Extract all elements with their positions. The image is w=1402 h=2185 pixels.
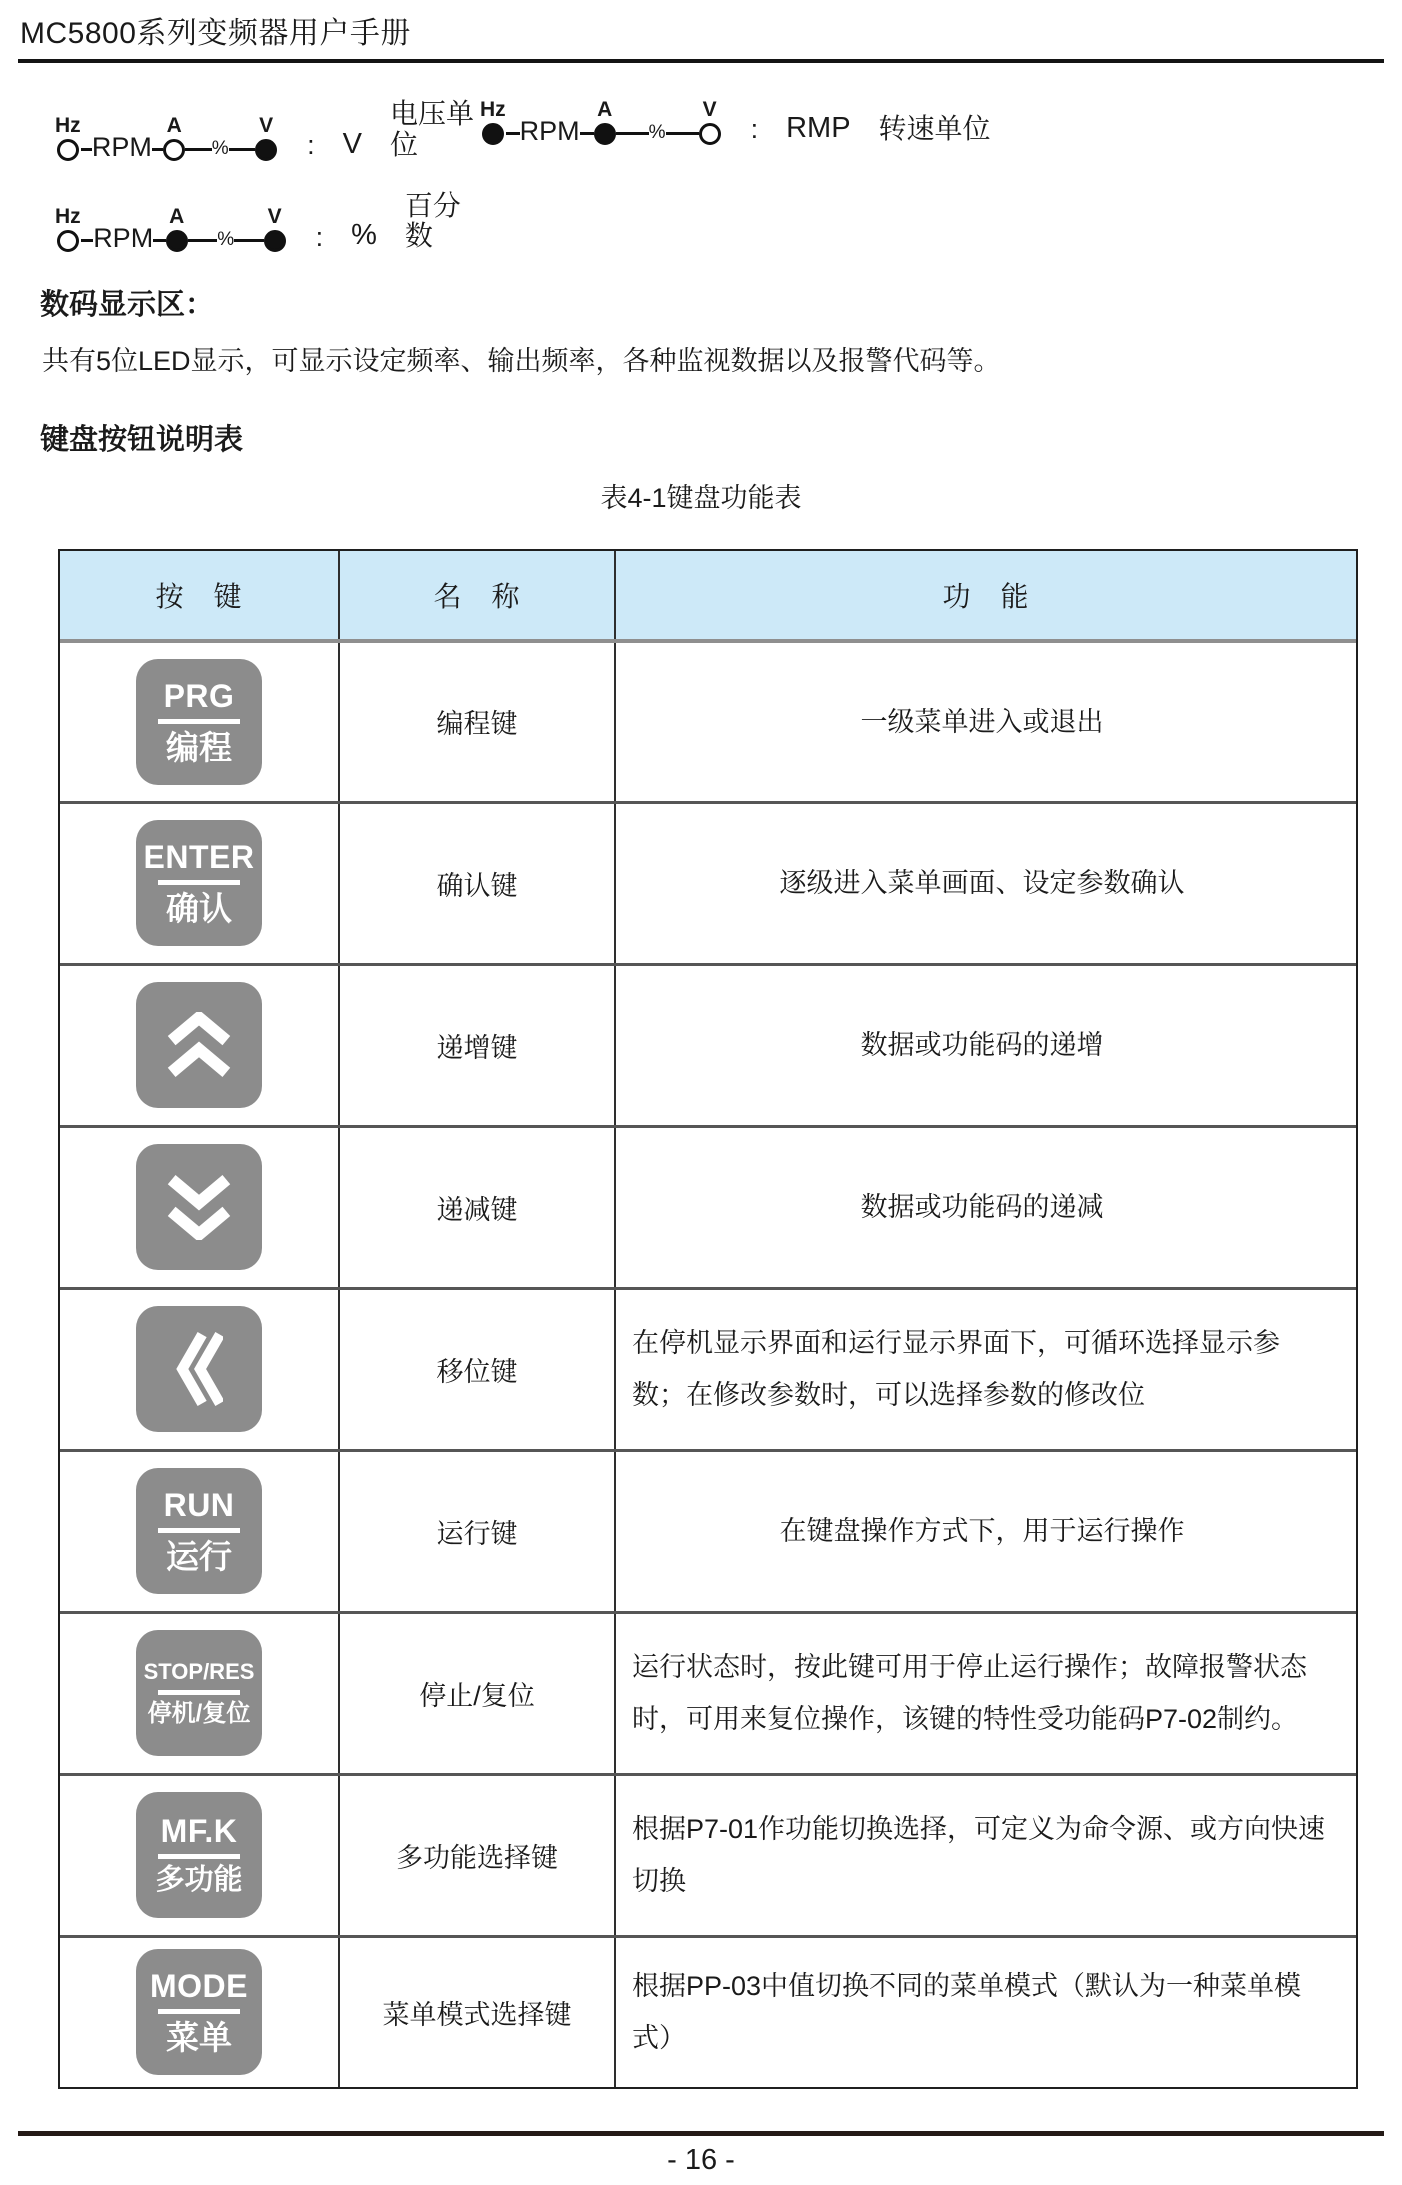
key-bottom-label: 编程 bbox=[166, 728, 232, 766]
key-name: 运行键 bbox=[338, 1452, 614, 1611]
led-node-label: A bbox=[169, 205, 185, 229]
keypad-key bbox=[136, 1792, 262, 1918]
led-indicator-icon bbox=[166, 230, 188, 252]
led-connector-line bbox=[506, 132, 520, 135]
led-node-label: V bbox=[267, 205, 282, 229]
key-name: 递增键 bbox=[338, 966, 614, 1125]
key-function: 运行状态时，按此键可用于停止运行操作；故障报警状态时，可用来复位操作，该键的特性受功能码P7-02制约。 bbox=[614, 1614, 1356, 1773]
table-header-row bbox=[60, 551, 1356, 639]
led-node-hz bbox=[55, 206, 81, 252]
key-divider bbox=[158, 719, 240, 724]
key-cell bbox=[60, 1614, 338, 1773]
table-row bbox=[60, 1125, 1356, 1287]
led-connector-label-rpm: RPM bbox=[91, 131, 152, 162]
key-divider bbox=[158, 2009, 240, 2014]
table-row bbox=[60, 1935, 1356, 2087]
key-cell bbox=[60, 643, 338, 801]
led-node-hz bbox=[55, 115, 81, 161]
keypad-table-heading: 键盘按钮说明表 bbox=[40, 423, 244, 456]
led-node-label: V bbox=[259, 113, 274, 137]
led-connector-line bbox=[153, 239, 166, 242]
led-node-a bbox=[594, 99, 616, 145]
key-top-label: STOP/RES bbox=[143, 1658, 255, 1684]
led-legend-slot-rpm bbox=[480, 99, 991, 161]
led-legend bbox=[55, 99, 1402, 252]
key-divider bbox=[158, 880, 240, 885]
led-indicator-icon bbox=[57, 139, 79, 161]
led-connector-label-rpm: RPM bbox=[93, 223, 154, 254]
led-connector-line bbox=[666, 132, 699, 135]
legend-colon: : bbox=[315, 221, 324, 252]
column-header-name: 名 称 bbox=[338, 551, 614, 639]
legend-colon: : bbox=[750, 114, 759, 145]
key-cell bbox=[60, 1776, 338, 1935]
led-node-label: A bbox=[597, 98, 613, 121]
led-node-label: V bbox=[702, 98, 717, 121]
legend-unit-symbol: % bbox=[351, 219, 377, 252]
keypad-table bbox=[58, 549, 1358, 2089]
digital-display-heading: 数码显示区： bbox=[40, 289, 215, 322]
key-function: 数据或功能码的递减 bbox=[614, 1128, 1356, 1287]
keypad-key bbox=[136, 982, 262, 1108]
key-function: 一级菜单进入或退出 bbox=[614, 643, 1356, 801]
key-function: 根据PP-03中值切换不同的菜单模式（默认为一种菜单模式） bbox=[614, 1938, 1356, 2087]
double-chevron-left-icon bbox=[175, 1329, 223, 1409]
key-top-label: ENTER bbox=[143, 839, 255, 876]
page-number: - 16 - bbox=[667, 2144, 735, 2176]
table-row bbox=[60, 1287, 1356, 1449]
keypad-key bbox=[136, 1144, 262, 1270]
key-top-label: PRG bbox=[163, 677, 235, 714]
led-node-v bbox=[699, 99, 721, 145]
table-row bbox=[60, 1449, 1356, 1611]
led-connector-line bbox=[188, 239, 218, 242]
led-legend-slot-voltage bbox=[55, 99, 480, 161]
keypad-key bbox=[136, 1949, 262, 2075]
key-name: 菜单模式选择键 bbox=[338, 1938, 614, 2087]
led-connector-line bbox=[185, 148, 212, 151]
key-name: 编程键 bbox=[338, 643, 614, 801]
key-divider bbox=[158, 1528, 240, 1533]
key-name: 多功能选择键 bbox=[338, 1776, 614, 1935]
led-legend-item bbox=[55, 99, 480, 161]
led-indicator-icon bbox=[255, 139, 277, 161]
led-node-a bbox=[163, 115, 185, 161]
key-divider bbox=[158, 1854, 240, 1859]
led-connector-line bbox=[616, 132, 649, 135]
key-top-label: RUN bbox=[163, 1487, 235, 1524]
led-indicator-icon bbox=[57, 230, 79, 252]
key-bottom-label: 停机/复位 bbox=[147, 1699, 251, 1727]
led-node-v bbox=[264, 206, 286, 252]
key-cell bbox=[60, 1938, 338, 2087]
table-row bbox=[60, 1773, 1356, 1935]
led-connector-label-percent: % bbox=[648, 122, 666, 143]
led-node-v bbox=[255, 115, 277, 161]
key-function: 数据或功能码的递增 bbox=[614, 966, 1356, 1125]
legend-unit-symbol: V bbox=[342, 127, 362, 160]
key-divider bbox=[158, 1690, 240, 1695]
double-chevron-down-icon bbox=[164, 1174, 234, 1240]
table-row bbox=[60, 963, 1356, 1125]
key-bottom-label: 多功能 bbox=[155, 1864, 243, 1897]
table-row bbox=[60, 639, 1356, 801]
legend-unit-symbol: RMP bbox=[786, 112, 851, 145]
led-legend-slot-percent bbox=[55, 191, 480, 253]
led-indicator-icon bbox=[482, 123, 504, 145]
legend-unit-label: 转速单位 bbox=[878, 113, 991, 145]
led-node-label: Hz bbox=[55, 205, 81, 229]
key-name: 确认键 bbox=[338, 804, 614, 963]
keypad-key bbox=[136, 1468, 262, 1594]
led-connector-label-rpm: RPM bbox=[519, 116, 580, 146]
led-indicator-icon bbox=[264, 230, 286, 252]
legend-unit-label: 电压单位 bbox=[389, 98, 474, 160]
led-node-label: Hz bbox=[480, 98, 506, 121]
led-node-label: Hz bbox=[55, 113, 81, 137]
table-caption: 表4-1键盘功能表 bbox=[600, 482, 802, 513]
key-cell bbox=[60, 1128, 338, 1287]
led-node-hz bbox=[480, 99, 506, 145]
led-connector-line bbox=[234, 239, 264, 242]
table-row bbox=[60, 801, 1356, 963]
double-chevron-up-icon bbox=[164, 1012, 234, 1078]
footer-divider bbox=[18, 2131, 1384, 2136]
page-title: MC5800系列变频器用户手册 bbox=[20, 17, 411, 50]
key-cell bbox=[60, 966, 338, 1125]
led-connector-line bbox=[229, 148, 256, 151]
key-top-label: MF.K bbox=[160, 1813, 238, 1850]
key-cell bbox=[60, 804, 338, 963]
led-connector-label-percent: % bbox=[211, 137, 229, 159]
page-header bbox=[18, 6, 1384, 63]
led-connector-line bbox=[152, 148, 163, 151]
key-bottom-label: 菜单 bbox=[166, 2019, 232, 2057]
keypad-key bbox=[136, 1630, 262, 1756]
key-name: 移位键 bbox=[338, 1290, 614, 1449]
key-bottom-label: 运行 bbox=[166, 1538, 232, 1576]
key-function: 逐级进入菜单画面、设定参数确认 bbox=[614, 804, 1356, 963]
column-header-key: 按 键 bbox=[155, 580, 243, 612]
legend-unit-label: 百分数 bbox=[404, 189, 461, 252]
led-connector-label-percent: % bbox=[217, 229, 235, 251]
led-legend-item bbox=[55, 191, 480, 253]
key-name: 递减键 bbox=[338, 1128, 614, 1287]
led-connector-line bbox=[81, 239, 94, 242]
table-row bbox=[60, 1611, 1356, 1773]
key-top-label: MODE bbox=[150, 1968, 248, 2005]
keypad-key bbox=[136, 820, 262, 946]
digital-display-body: 共有5位LED显示，可显示设定频率、输出频率，各种监视数据以及报警代码等。 bbox=[42, 346, 1001, 377]
led-connector-line bbox=[81, 148, 92, 151]
led-indicator-icon bbox=[163, 139, 185, 161]
key-cell bbox=[60, 1290, 338, 1449]
led-node-label: A bbox=[166, 113, 182, 137]
led-legend-item bbox=[480, 99, 991, 145]
key-function: 在键盘操作方式下，用于运行操作 bbox=[614, 1452, 1356, 1611]
led-indicator-icon bbox=[594, 123, 616, 145]
key-cell bbox=[60, 1452, 338, 1611]
keypad-key bbox=[136, 1306, 262, 1432]
column-header-function: 功 能 bbox=[614, 551, 1356, 639]
key-name: 停止/复位 bbox=[338, 1614, 614, 1773]
key-function: 根据P7-01作功能切换选择，可定义为命令源、或方向快速切换 bbox=[614, 1776, 1356, 1935]
led-connector-line bbox=[580, 132, 594, 135]
keypad-key bbox=[136, 659, 262, 785]
led-indicator-icon bbox=[699, 123, 721, 145]
key-function: 在停机显示界面和运行显示界面下，可循环选择显示参数；在修改参数时，可以选择参数的修改位 bbox=[614, 1290, 1356, 1449]
led-node-a bbox=[166, 206, 188, 252]
key-bottom-label: 确认 bbox=[166, 890, 232, 928]
legend-colon: : bbox=[307, 129, 315, 160]
